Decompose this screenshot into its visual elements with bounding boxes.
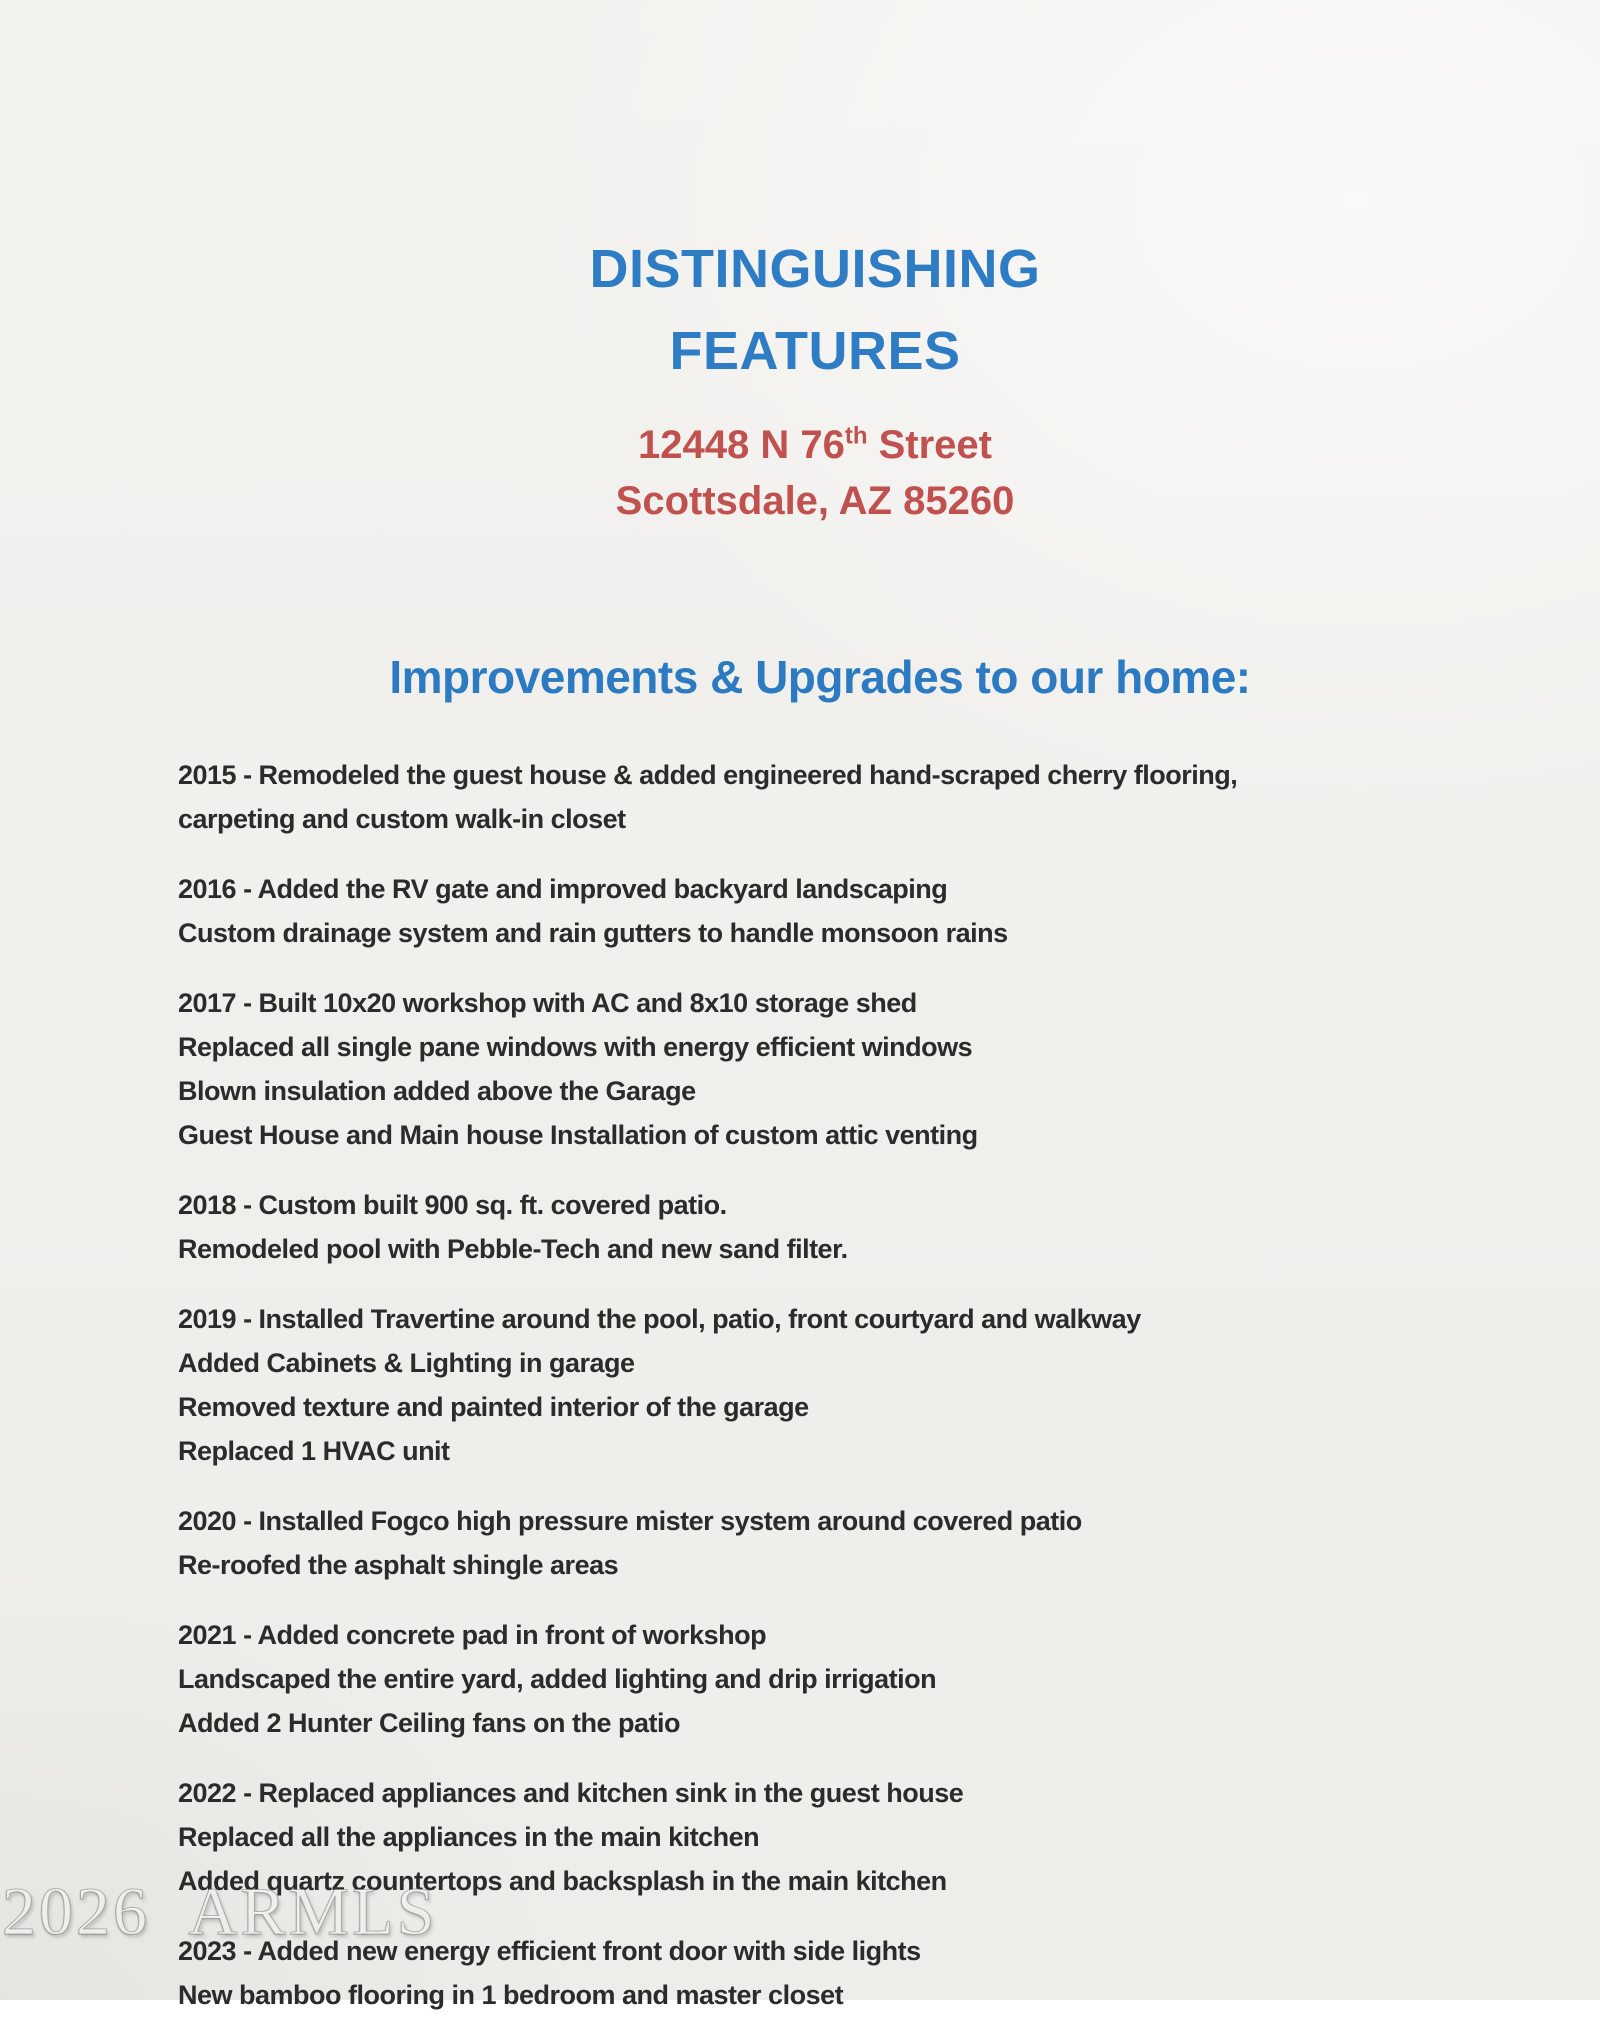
entry-line: carpeting and custom walk-in closet [178,804,626,834]
entry-line: 2015 - Remodeled the guest house & added engineered hand-scraped cherry flooring, [178,760,1238,790]
entry-2020 [178,1499,1560,1587]
address-street-line [15,417,1600,473]
title-line-1: DISTINGUISHING [589,239,1041,299]
entry-line: 2019 - Installed Travertine around the pool, patio, front courtyard and walkway [178,1304,1141,1334]
entry-2017 [178,981,1560,1157]
entry-2022 [178,1771,1560,1903]
entry-2019 [178,1297,1560,1473]
entry-line: Landscaped the entire yard, added lighting and drip irrigation [178,1664,937,1694]
entry-line: Removed texture and painted interior of the garage [178,1392,809,1422]
entry-line: 2023 - Added new energy efficient front door with side lights [178,1936,921,1966]
entry-line: New bamboo flooring in 1 bedroom and master closet [178,1980,844,2010]
entry-2016 [178,867,1560,955]
entry-line: 2022 - Replaced appliances and kitchen sink in the guest house [178,1778,964,1808]
entry-line: 2021 - Added concrete pad in front of workshop [178,1620,767,1650]
entry-line: 2016 - Added the RV gate and improved backyard landscaping [178,874,948,904]
entry-line: 2020 - Installed Fogco high pressure mister system around covered patio [178,1506,1082,1536]
armls-watermark: 2026 ARMLS [2,1873,438,1949]
section-heading: Improvements & Upgrades to our home: [389,651,1251,703]
entry-2021 [178,1613,1560,1745]
entry-line: Custom drainage system and rain gutters to handle monsoon rains [178,918,1008,948]
property-address [15,417,1600,529]
entry-line: Re-roofed the asphalt shingle areas [178,1550,619,1580]
address-street-name: Street [867,423,992,467]
improvements-list [0,753,1600,2017]
title-line-2: FEATURES [669,321,961,381]
page-title [15,228,1600,392]
document-header [15,0,1600,529]
entry-line: Added 2 Hunter Ceiling fans on the patio [178,1708,681,1738]
entry-line: 2017 - Built 10x20 workshop with AC and 8x10 storage shed [178,988,917,1018]
entry-line: Blown insulation added above the Garage [178,1076,696,1106]
entry-line: Replaced 1 HVAC unit [178,1436,450,1466]
entry-line: 2018 - Custom built 900 sq. ft. covered patio. [178,1190,727,1220]
entry-2018 [178,1183,1560,1271]
address-ordinal-suffix: th [844,422,868,450]
entry-line: Replaced all the appliances in the main kitchen [178,1822,760,1852]
entry-line: Guest House and Main house Installation of custom attic venting [178,1120,978,1150]
address-street-number: 12448 N 76 [638,423,845,467]
entry-2015 [178,753,1560,841]
entry-2023 [178,1929,1560,2017]
address-city-line: Scottsdale, AZ 85260 [615,479,1015,523]
entry-line: Added quartz countertops and backsplash in the main kitchen [178,1866,947,1896]
entry-line: Added Cabinets & Lighting in garage [178,1348,635,1378]
entry-line: Remodeled pool with Pebble-Tech and new sand filter. [178,1234,848,1264]
entry-line: Replaced all single pane windows with energy efficient windows [178,1032,973,1062]
